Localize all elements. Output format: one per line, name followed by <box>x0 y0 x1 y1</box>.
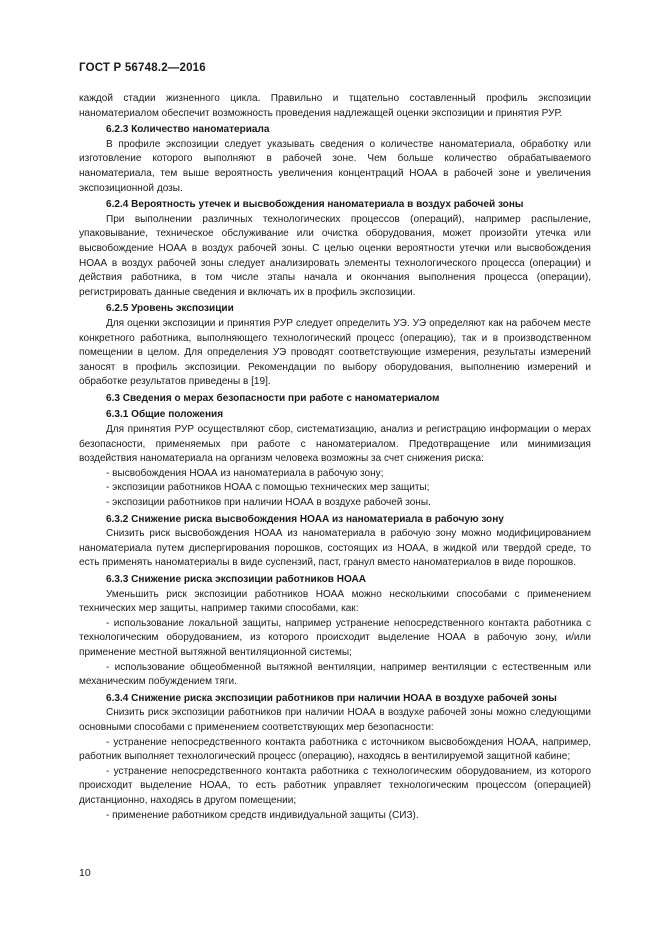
document-header: ГОСТ Р 56748.2—2016 <box>79 62 206 74</box>
section-heading: 6.2.4 Вероятность утечек и высвобождения наноматериала в воздух рабочей зоны <box>106 199 524 211</box>
paragraph: Для принятия РУР осуществляют сбор, систематизацию, анализ и регистрацию информации о мерах безопасности, применяемых при работе с наноматериалом. Предотвращение или минимизация воздействия наноматериала на организм человека возможны за счет снижения риска: <box>79 424 591 465</box>
paragraph: Для оценки экспозиции и принятия РУР следует определить УЭ. УЭ определяют как на рабочем месте конкретного работника, выполняющего технологический процесс (операцию), так и в производственном помещении в целом. Для определения УЭ проводят соответствующие измерения, результаты измерений заносят в профиль экспозиции. Рекомендации по выбору оборудования, выполнению измерений и обработке результатов приведены в [19]. <box>79 317 591 388</box>
section-heading: 6.3.3 Снижение риска экспозиции работников НОАА <box>106 574 367 585</box>
list-item: - высвобождения НОАА из наноматериала в рабочую зону; <box>106 467 384 479</box>
list-item: - экспозиции работников НОАА с помощью технических мер защиты; <box>106 482 430 494</box>
paragraph: При выполнении различных технологических процессов (операций), например распыление, упаковывание, техническое обслуживание или очистка оборудования, может произойти утечка или высвобождение НОАА в воздух рабочей зоны. С целью оценки вероятности утечки или высвобождения НОАА в воздух рабочей зоны следует анализировать элементы технологического процесса (операции) и действия работника, в том числе этапы начала и окончания выполнения процесса (операции), регистрировать данные сведения и включать их в профиль экспозиции. <box>79 213 591 298</box>
section-heading: 6.3.1 Общие положения <box>106 409 224 421</box>
page-number: 10 <box>79 867 91 879</box>
section-heading: 6.3.4 Снижение риска экспозиции работников при наличии НОАА в воздухе рабочей зоны <box>106 692 557 704</box>
section-heading: 6.3.2 Снижение риска высвобождения НОАА из наноматериала в рабочую зону <box>106 513 504 525</box>
paragraph: каждой стадии жизненного цикла. Правильно и тщательно составленный профиль экспозиции наноматериалом обеспечит возможность проведения надлежащей оценки экспозиции и принятия РУР. <box>79 93 591 119</box>
paragraph: В профиле экспозиции следует указывать сведения о количестве наноматериала, обработку или изготовление которого выполняют в рабочей зоне. Чем больше количество обрабатываемого наноматериала, тем выше вероятность увеличения концентраций НОАА в рабочей зоне и увеличения экспозиционной дозы. <box>79 138 591 194</box>
list-item: - применение работником средств индивидуальной защиты (СИЗ). <box>106 809 419 821</box>
section-heading: 6.3 Сведения о мерах безопасности при работе с наноматериалом <box>106 392 440 404</box>
list-item: - использование общеобменной вытяжной вентиляции, например вентиляции с естественным или механическим побуждением тяги. <box>79 661 591 688</box>
paragraph: Снизить риск высвобождения НОАА из наноматериала в рабочую зону можно модифицированием наноматериала путем диспергирования порошков, состоящих из НОАА, в жидкой или твердой среде, то есть применять наноматериалы в виде суспензий, паст, гранул вместо наноматериалов в виде порошков. <box>79 528 591 569</box>
list-item: - устранение непосредственного контакта работника с источником высвобождения НОАА, например, работник выполняет технологический процесс (операцию), находясь в вентилируемой защитной кабине; <box>79 736 591 763</box>
section-heading: 6.2.3 Количество наноматериала <box>106 124 270 136</box>
paragraph: Уменьшить риск экспозиции работников НОАА можно несколькими способами с применением технических мер защиты, например такими способами, как: <box>79 588 591 615</box>
list-item: - устранение непосредственного контакта работника с технологическим оборудованием, из которого происходит выделение НОАА, то есть работник управляет технологическим процессом (операцией) дистанционно, находясь в другом помещении; <box>79 765 591 806</box>
list-item: - использование локальной защиты, например устранение непосредственного контакта работника с технологическим оборудованием, из которого происходит выделение НОАА в рабочую зону, и/или применение местной вытяжной вентиляционной системы; <box>79 617 591 658</box>
section-heading: 6.2.5 Уровень экспозиции <box>106 303 234 315</box>
list-item: - экспозиции работников при наличии НОАА в воздухе рабочей зоны. <box>106 497 431 509</box>
document-body <box>79 92 591 823</box>
paragraph: Снизить риск экспозиции работников при наличии НОАА в воздухе рабочей зоны можно следующими основными способами с применением соответствующих мер безопасности: <box>79 707 591 733</box>
